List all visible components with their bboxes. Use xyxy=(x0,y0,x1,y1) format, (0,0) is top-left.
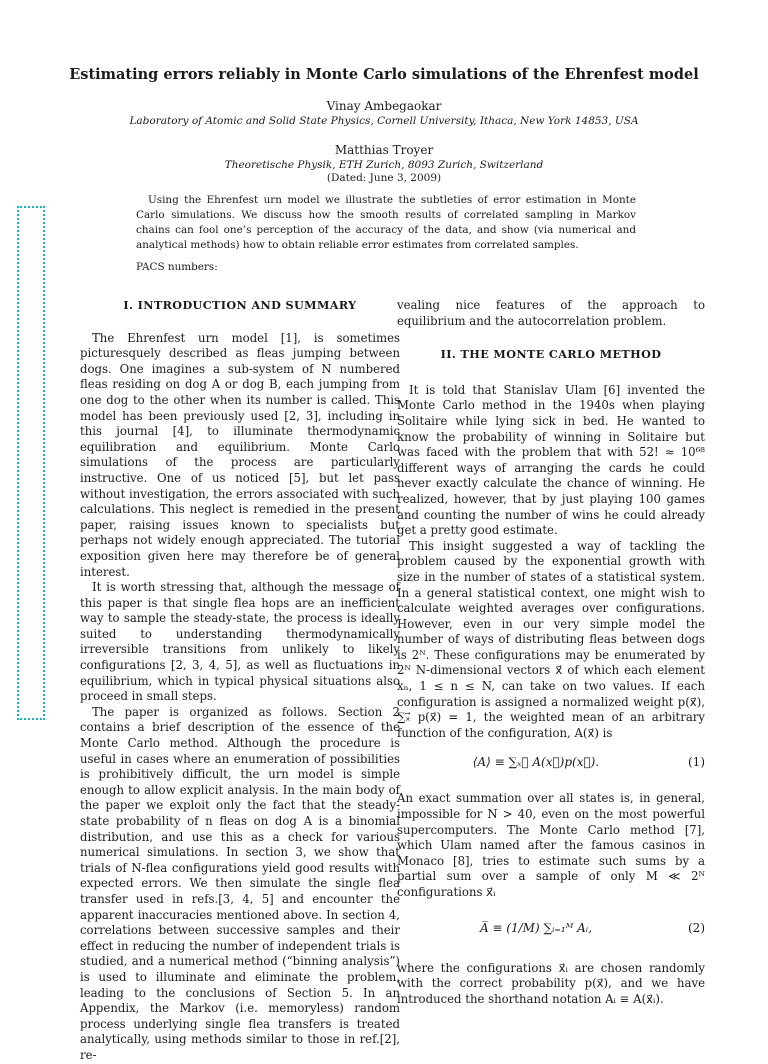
equation-number: (2) xyxy=(688,920,705,935)
author-affiliation: Laboratory of Atomic and Solid State Physics, Cornell University, Ithaca, New York 14853, USA xyxy=(129,115,639,127)
paragraph: vealing nice features of the approach to equilibrium and the autocorrelation problem. xyxy=(397,298,705,328)
author-name: Matthias Troyer xyxy=(334,143,434,157)
equation-body: ⟨A⟩ ≡ ∑ₓ⃗ A(x⃗)p(x⃗). xyxy=(472,755,600,770)
arxiv-stamp xyxy=(17,206,45,720)
paragraph: The Ehrenfest urn model [1], is sometimes picturesquely described as fleas jumping between dogs. One imagines a sub-system of N numbered fleas residing on dog A or dog B, each jumping from one dog to the other when its number is called. This model has been previously used [2, 3], including in this journal [4], to illuminate thermodynamic equilibration and equilibrium. Monte Carlo simulations of the process are particularly instructive. One of us noticed [5], but let pass without investigation, the errors associated with such calculations. This neglect is remedied in the present paper, raising issues known to specialists but perhaps not widely enough appreciated. The tutorial exposition given here may therefore be of general interest. xyxy=(80,330,400,579)
abstract: Using the Ehrenfest urn model we illustrate the subtleties of error estimation in Monte Carlo simulations. We discuss how the smooth results of correlated sampling in Markov chains can fool one’s perception of the accuracy of the data, and show (via numerical and analytical methods) how to obtain reliable error estimates from correlated samples. xyxy=(136,194,636,252)
dated-line: (Dated: June 3, 2009) xyxy=(326,172,442,184)
equation xyxy=(397,749,705,779)
equation-body: A̅ ≡ (1/M) ∑ᵢ₌₁ᴹ Aᵢ, xyxy=(479,920,593,935)
paragraph: An exact summation over all states is, in general, impossible for N > 40, even on the most powerful supercomputers. The Monte Carlo method [7], which Ulam named after the famous casinos in Monaco [8], tries to estimate such sums by a partial sum over a sample of only M ≪ 2ᴺ configurations x⃗ᵢ xyxy=(397,791,705,899)
right-column xyxy=(397,298,705,1007)
paragraph: It is worth stressing that, although the message of this paper is that single flea hops are an inefficient way to sample the steady-state, the process is ideally suited to understanding thermodynamically irreversible transitions from unlikely to likely configurations [2, 3, 4, 5], as well as fluctuations in equilibrium, which in typical physical situations also proceed in small steps. xyxy=(80,580,400,704)
equation xyxy=(397,909,705,949)
paragraph: where the configurations x⃗ᵢ are chosen randomly with the correct probability p(x⃗), and we have introduced the shorthand notation Aᵢ ≡ A(x⃗ᵢ). xyxy=(397,960,705,1006)
paper-title: Estimating errors reliably in Monte Carlo simulations of the Ehrenfest model xyxy=(69,66,699,83)
paragraph: This insight suggested a way of tackling the problem caused by the exponential growth with size in the number of states of a statistical system. In a general statistical context, one might wish to calculate weighted averages over configurations. However, even in our very simple model the number of ways of distributing fleas between dogs is 2ᴺ. These configurations may be enumerated by 2ᴺ N-dimensional vectors x⃗ of which each element xₙ, 1 ≤ n ≤ N, can take on two values. If each configuration is assigned a normalized weight p(x⃗), ∑ₓ⃗ p(x⃗) = 1, the weighted mean of an arbitrary function of the configuration, A(x⃗) is xyxy=(397,538,705,740)
author-name: Vinay Ambegaokar xyxy=(326,99,442,113)
section-heading: I. INTRODUCTION AND SUMMARY xyxy=(123,298,357,312)
equation-number: (1) xyxy=(688,755,705,770)
author-affiliation: Theoretische Physik, ETH Zurich, 8093 Zurich, Switzerland xyxy=(224,159,544,171)
section-heading: II. THE MONTE CARLO METHOD xyxy=(440,347,662,362)
paragraph: It is told that Stanislav Ulam [6] invented the Monte Carlo method in the 1940s when playing Solitaire while lying sick in bed. He wanted to know the probability of winning in Solitaire but was faced with the problem that with 52! ≈ 10⁶⁸ different ways of arranging the cards he could never exactly calculate the chance of winning. He realized, however, that by just playing 100 games and counting the number of wins he could already get a pretty good estimate. xyxy=(397,382,705,538)
left-column xyxy=(80,298,400,1064)
paragraph: The paper is organized as follows. Section 2 contains a brief description of the essence of the Monte Carlo method. Although the procedure is useful in cases where an enumeration of possibilities is prohibitively difficult, the urn model is simple enough to allow explicit analysis. In the main body of the paper we exploit only the fact that the steady-state probability of n fleas on dog A is a binomial distribution, and use this as a check for various numerical simulations. In section 3, we show that trials of N-flea configurations yield good results with expected errors. We then simulate the single flea transfer used in refs.[3, 4, 5] and encounter the apparent inaccuracies mentioned above. In section 4, correlations between successive samples and their effect in reducing the number of independent trials is studied, and a numerical method (“binning analysis”) is used to illuminate and eliminate the problem, leading to the conclusions of Section 5. In an Appendix, the Markov (i.e. memoryless) random process underlying single flea transfers is treated analytically, using methods similar to those in ref.[2], re- xyxy=(80,704,400,1062)
pacs-numbers: PACS numbers: xyxy=(136,261,218,273)
